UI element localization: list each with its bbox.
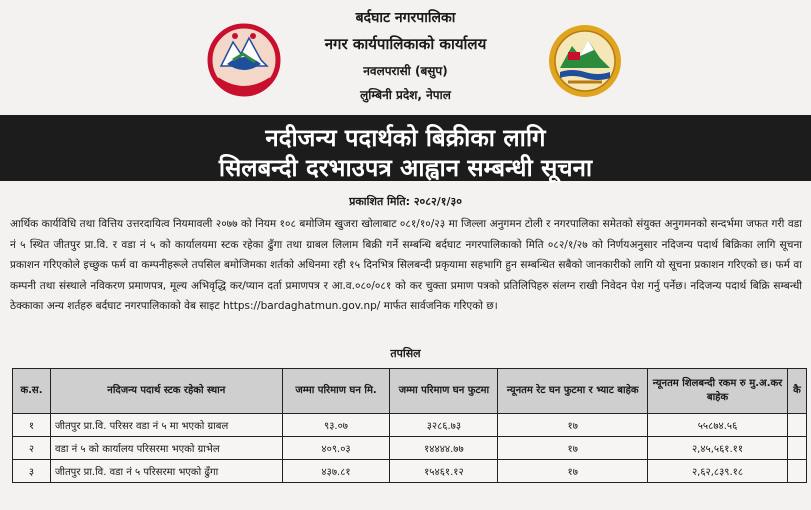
col-header-location: नदिजन्य पदार्थ स्टक रहेको स्थान <box>50 369 282 414</box>
notice-header <box>0 0 811 112</box>
cell-min-rate: १७ <box>498 460 648 483</box>
col-header-remarks: कै <box>787 369 806 414</box>
cell-qty-cubic-m: ९३.०७ <box>282 414 390 437</box>
office-name: नगर कार्यपालिकाको कार्यालय <box>324 35 487 53</box>
cell-qty-cubic-ft: ३२८६.७३ <box>390 414 498 437</box>
cell-remarks <box>787 460 806 483</box>
cell-qty-cubic-m: ४३७.८१ <box>282 460 390 483</box>
cell-min-amount: २,४५,५६१.११ <box>648 437 788 460</box>
schedule-heading: तपसिल <box>390 347 421 360</box>
table-row <box>13 414 807 437</box>
cell-min-rate: १७ <box>498 414 648 437</box>
cell-qty-cubic-m: ४०९.०३ <box>282 437 390 460</box>
table-row <box>13 460 807 483</box>
cell-qty-cubic-ft: १५४६१.१२ <box>390 460 498 483</box>
cell-location: जीतपुर प्रा.वि. परिसर वडा नं ५ मा भएको ग्राबल <box>50 414 282 437</box>
cell-location: वडा नं ५ को कार्यालय परिसरमा भएको ग्राभेल <box>50 437 282 460</box>
cell-qty-cubic-ft: १४४४४.७७ <box>390 437 498 460</box>
cell-remarks <box>787 414 806 437</box>
notice-body: आर्थिक कार्यविधि तथा वित्तिय उत्तरदायित्व नियमावली २०७७ को नियम १०८ बमोजिम खुजरा खोलाबाट ०८१/१०/२३ मा जिल्ला अनुगमन टोली र नगरपालिका समेतको संयुक्त अनुगमनको सन्दर्भमा जफत गरी वडा नं ५ स्थित जीतपुर प्रा.वि. र वडा नं ५ को कार्यालयमा स्टक रहेका ढुँगा तथा ग्राबल लिलाम बिक्री गर्ने सम्बन्धि बर्दघाट नगरपालिकाको मिति ०८२/१/२७ को निर्णयअनुसार नदिजन्य पदार्थ बिक्रिका लागि सूचना प्रकाशन गरिएकोले इच्छुक फर्म वा कम्पनीहरूले तपसिल बमोजिमका शर्तको अधिनमा रही १५ दिनभित्र सिलबन्दी प्रकृयामा सहभागि हुन सम्बन्धित सबैको जानकारीको लागि यो सूचना प्रकाशन गरिएको छ। फर्म वा कम्पनी तथा संस्थाले नविकरण प्रमाणपत्र, मूल्य अभिवृद्धि कर/प्यान दर्ता प्रमाणपत्र र आ.व.०८०/०८१ को कर चुक्ता प्रमाण पत्रको प्रतिलिपिहरु संलग्न राखी निवेदन पेश गर्नु पर्नेछ। नदिजन्य पदार्थ बिक्रि सम्बन्धी ठेक्काका अन्य शर्तहरु बर्दघाट नगरपालिकाको वेब साइट https://bardaghatmun.gov.np/ मार्फत सार्वजनिक गरिएको छ। <box>10 218 802 312</box>
col-header-qty-cubic-m: जम्मा परिमाण घन मि. <box>282 369 390 414</box>
municipality-logo-icon <box>546 22 624 100</box>
province-name: लुम्बिनी प्रदेश, नेपाल <box>360 88 451 102</box>
cell-serial: २ <box>13 437 51 460</box>
cell-location: जीतपुर प्रा.वि. वडा नं ५ परिसरमा भएको ढुँगा <box>50 460 282 483</box>
col-header-min-amount: न्यूनतम शिलबन्दी रकम रु मु.अ.कर बाहेक <box>648 369 788 414</box>
table-header-row <box>13 369 807 414</box>
cell-min-amount: ५५८७४.५६ <box>648 414 788 437</box>
col-header-serial: क.स. <box>13 369 51 414</box>
notice-title-line2: सिलबन्दी दरभाउपत्र आह्वान सम्बन्धी सूचना <box>218 154 593 182</box>
cell-remarks <box>787 437 806 460</box>
published-date: प्रकाशित मिति: २०८२/१/३० <box>349 195 462 208</box>
notice-title-banner <box>0 115 811 181</box>
col-header-min-rate: न्यूनतम रेट घन फुटमा र भ्याट बाहेक <box>498 369 648 414</box>
col-header-qty-cubic-ft: जम्मा परिमाण घन फुटमा <box>390 369 498 414</box>
cell-min-rate: १७ <box>498 437 648 460</box>
cell-serial: ३ <box>13 460 51 483</box>
cell-min-amount: २,६२,८३९.१८ <box>648 460 788 483</box>
municipality-name: बर्दघाट नगरपालिका <box>355 10 456 26</box>
stock-rate-table <box>12 368 807 483</box>
cell-serial: १ <box>13 414 51 437</box>
district-name: नवलपरासी (बसुप) <box>363 64 448 78</box>
notice-title-line1: नदीजन्य पदार्थको बिक्रीका लागि <box>265 124 546 152</box>
table-row <box>13 437 807 460</box>
